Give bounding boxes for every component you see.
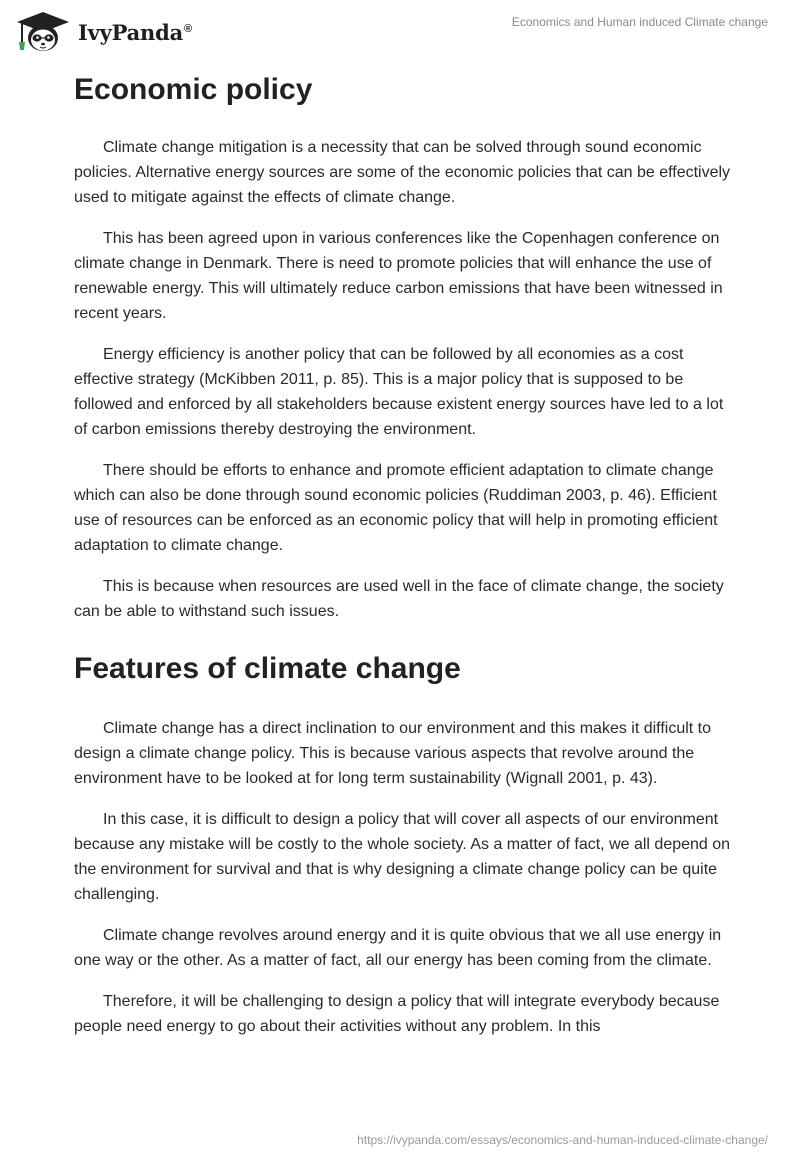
paragraph: Climate change has a direct inclination to our environment and this makes it difficult to design a climate change policy. This is because various aspects that revolve around the environment have to be looked at for long term sustainability (Wignall 2001, p. 43). — [74, 720, 712, 787]
logo[interactable] — [14, 8, 192, 56]
article-content — [74, 70, 734, 1055]
paragraph: This is because when resources are used well in the face of climate change, the society can be able to withstand such issues. — [74, 578, 724, 620]
paragraph: This has been agreed upon in various conferences like the Copenhagen conference on climate change in Denmark. There is need to promote policies that will enhance the use of renewable energy. This will ultimately reduce carbon emissions that have been witnessed in recent years. — [74, 230, 723, 322]
section-heading: Features of climate change — [74, 652, 461, 685]
paragraph: Climate change mitigation is a necessity that can be solved through sound economic policies. Alternative energy sources are some of the economic policies that can be effectively used to mitigate against the effects of climate change. — [74, 139, 731, 206]
source-url[interactable]: https://ivypanda.com/essays/economics-and-human-induced-climate-change/ — [357, 1133, 768, 1147]
paragraph: Energy efficiency is another policy that can be followed by all economies as a cost effective strategy (McKibben 2011, p. 85). This is a major policy that is supposed to be followed and enforced by all stakeholders because existent energy sources have led to a lot of carbon emissions thereby destroying the environment. — [74, 346, 724, 438]
paragraph: In this case, it is difficult to design a policy that will cover all aspects of our environment because any mistake will be costly to the whole society. As a matter of fact, we all depend on the environment for survival and that is why designing a climate change policy can be quite challenging. — [74, 811, 731, 903]
paragraph: Therefore, it will be challenging to design a policy that will integrate everybody because people need energy to go about their activities without any problem. In this — [74, 993, 720, 1035]
paragraph: Climate change revolves around energy and it is quite obvious that we all use energy in one way or the other. As a matter of fact, all our energy has been coming from the climate. — [74, 927, 722, 969]
document-title: Economics and Human induced Climate change — [511, 15, 768, 29]
section-heading: Economic policy — [74, 73, 313, 106]
page-header — [0, 0, 800, 60]
brand-name: IvyPanda® — [78, 19, 192, 45]
panda-logo-icon — [14, 10, 72, 54]
paragraph: There should be efforts to enhance and promote efficient adaptation to climate change which can also be done through sound economic policies (Ruddiman 2003, p. 46). Efficient use of resources can be enforced as an economic policy that will help in promoting efficient adaptation to climate change. — [74, 462, 718, 554]
